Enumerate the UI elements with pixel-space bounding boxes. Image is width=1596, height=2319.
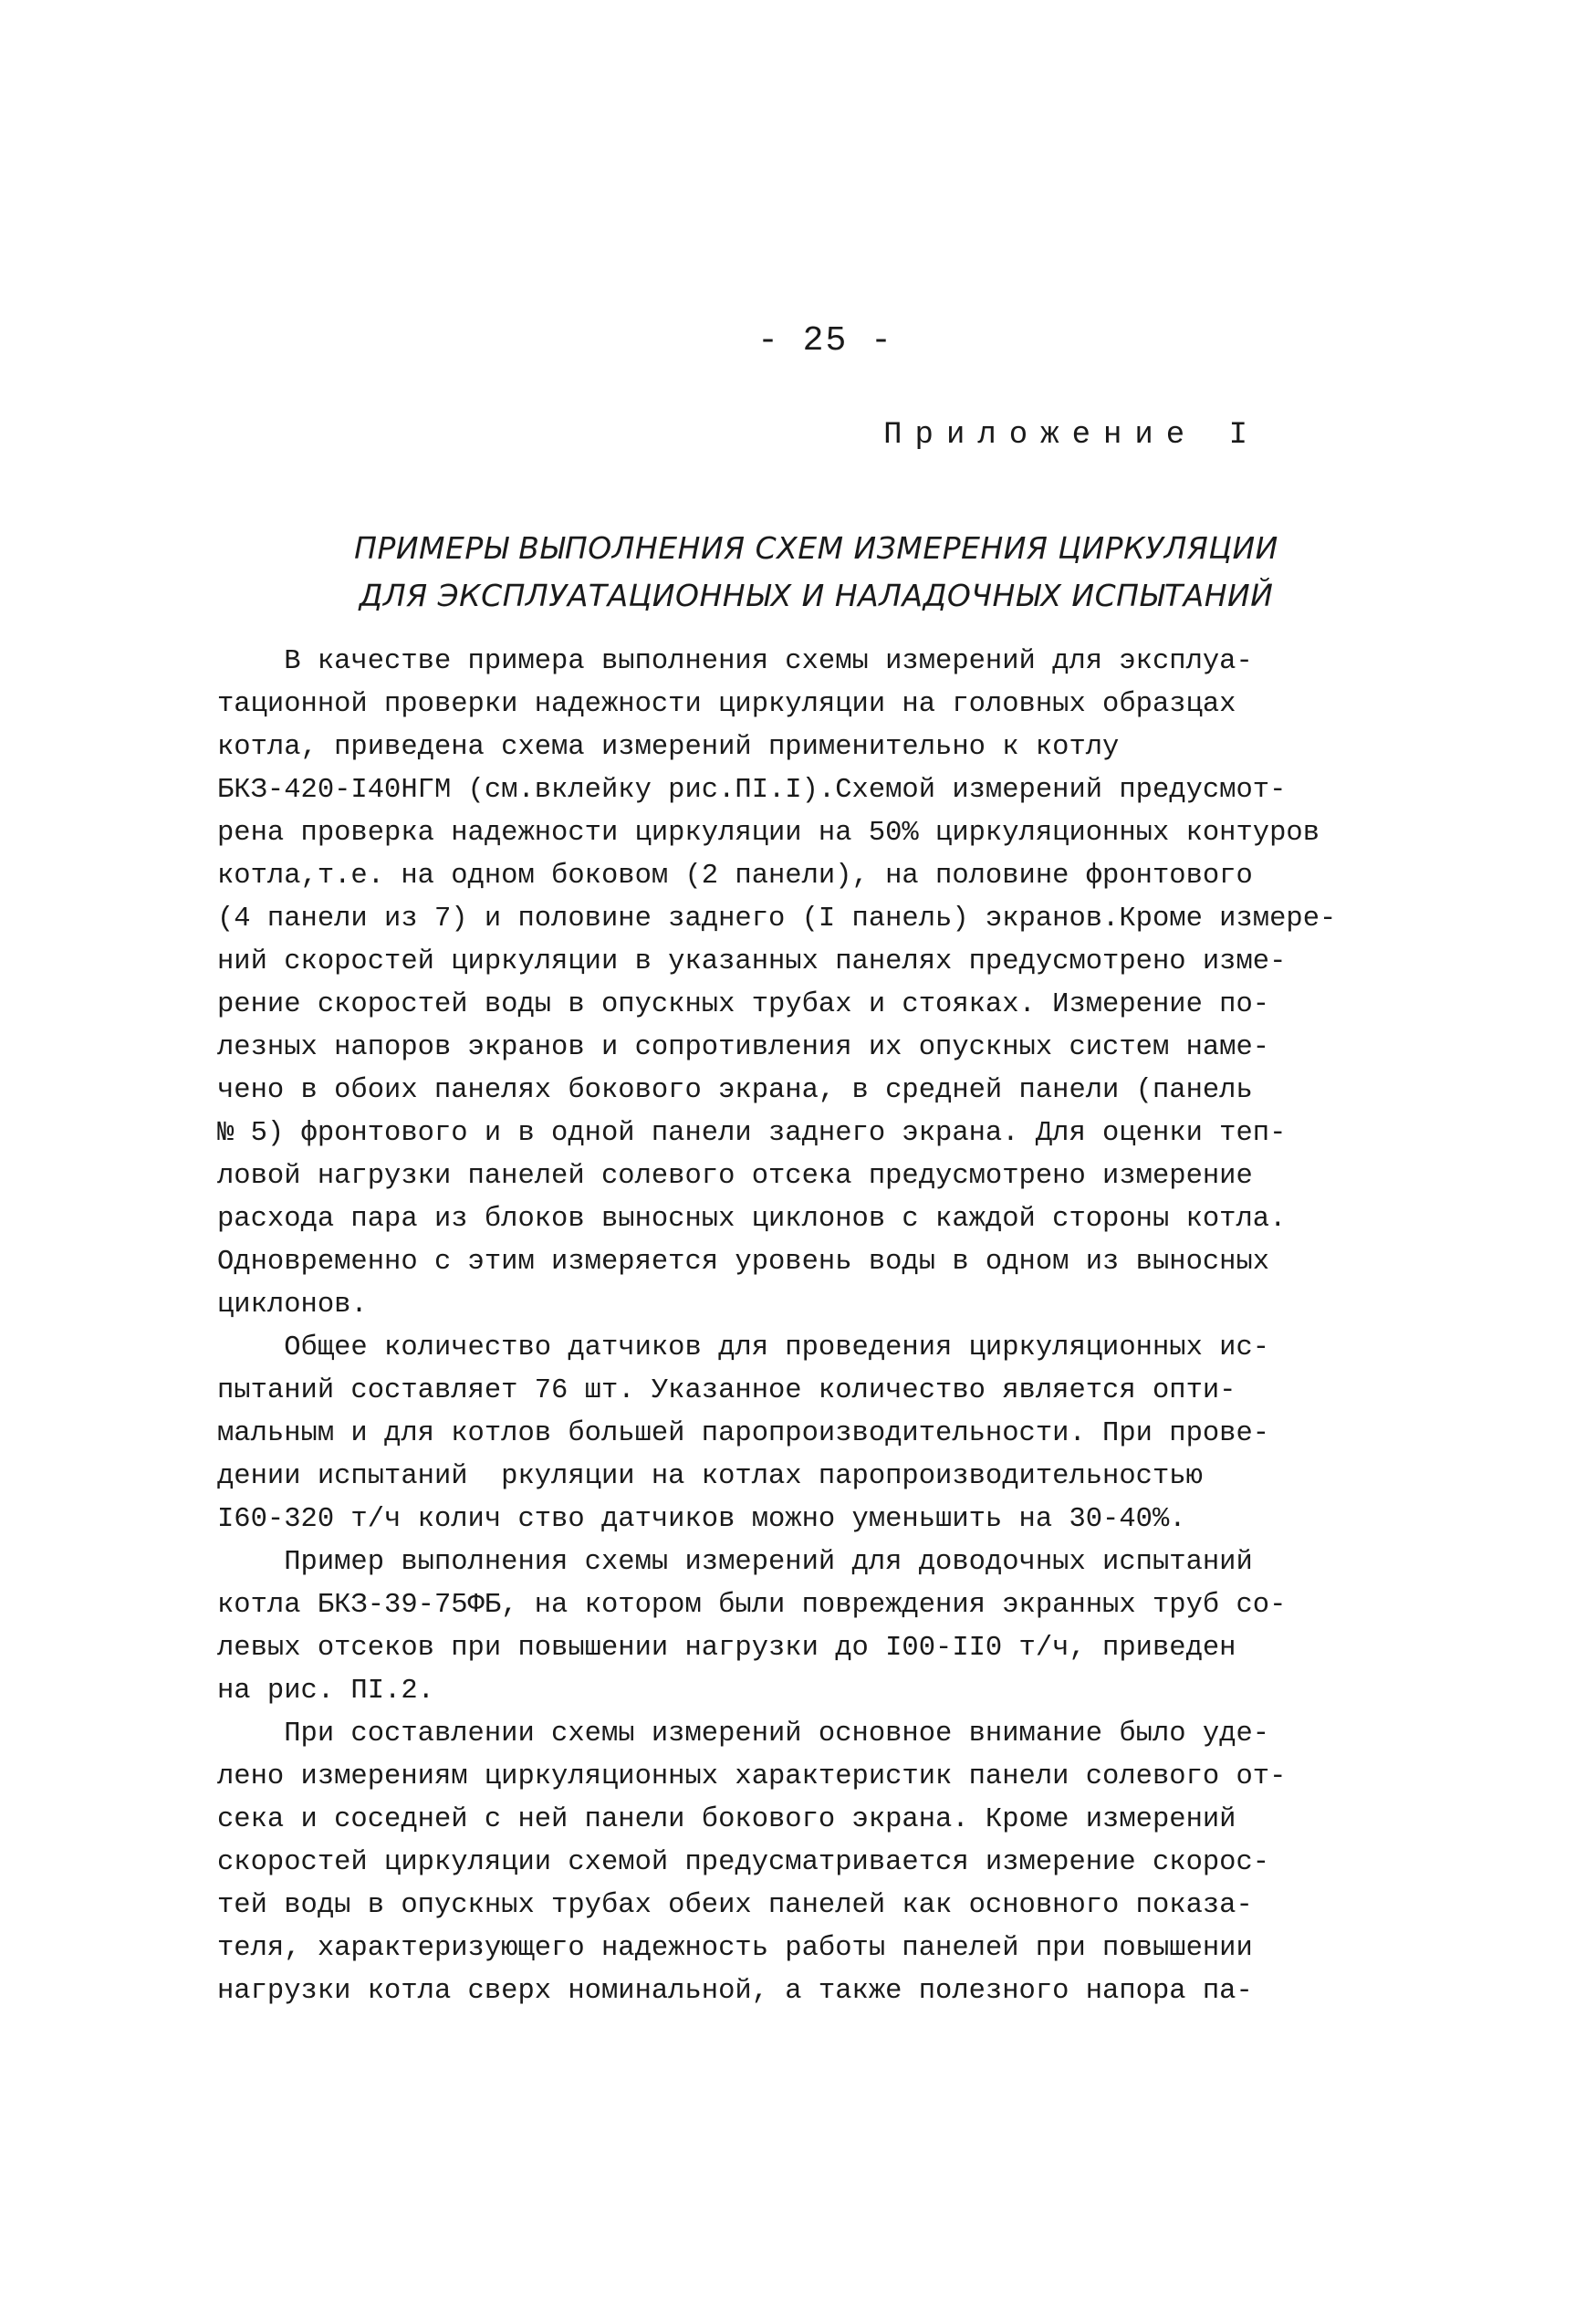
body-text [217,641,1340,2013]
paragraph [217,1327,1340,1541]
text-line: Общее количество датчиков для проведения циркуляционных ис- [217,1332,1270,1363]
text-line: котла БКЗ-39-75ФБ, на котором были повреждения экранных труб со- [217,1590,1287,1621]
text-line: дении испытаний ркуляции на котлах паропроизводительностью [217,1461,1203,1492]
text-line: (4 панели из 7) и половине заднего (I панель) экранов.Кроме измере- [217,904,1337,935]
text-line: теля, характеризующего надежность работы панелей при повышении [217,1933,1253,1964]
text-line: котла, приведена схема измерений применительно к котлу [217,732,1120,763]
title-line: ПРИМЕРЫ ВЫПОЛНЕНИЯ СХЕМ ИЗМЕРЕНИЯ ЦИРКУЛЯЦИИ [354,530,1278,566]
text-line: БКЗ-420-I40НГМ (см.вклейку рис.ПI.I).Схемой измерений предусмот- [217,775,1287,806]
text-line: расхода пара из блоков выносных циклонов с каждой стороны котла. [217,1204,1287,1235]
text-line: тей воды в опускных трубах обеих панелей как основного показа- [217,1890,1253,1921]
text-line: чено в обоих панелях бокового экрана, в средней панели (панель [217,1075,1253,1106]
text-line: рена проверка надежности циркуляции на 50% циркуляционных контуров [217,818,1320,849]
text-line: циклонов. [217,1290,368,1321]
text-line: ловой нагрузки панелей солевого отсека предусмотрено измерение [217,1161,1253,1192]
page-number: - 25 - [757,321,893,360]
text-line: мальным и для котлов большей паропроизводительности. При прове- [217,1418,1270,1449]
text-line: лено измерениям циркуляционных характеристик панели солевого от- [217,1761,1287,1792]
paragraph [217,1713,1340,2013]
text-line: тационной проверки надежности циркуляции на головных образцах [217,689,1236,720]
text-line: № 5) фронтового и в одной панели заднего экрана. Для оценки теп- [217,1118,1287,1149]
document-title [0,525,1596,620]
text-line: на рис. ПI.2. [217,1676,434,1707]
text-line: нагрузки котла сверх номинальной, а также полезного напора па- [217,1976,1253,2007]
text-line: Одновременно с этим измеряется уровень воды в одном из выносных [217,1247,1270,1278]
text-line: В качестве примера выполнения схемы измерений для эксплуа- [217,646,1253,677]
paragraph [217,641,1340,1327]
appendix-label: Приложение I [883,418,1260,453]
text-line: сека и соседней с ней панели бокового экрана. Кроме измерений [217,1804,1236,1835]
text-line: Пример выполнения схемы измерений для доводочных испытаний [217,1547,1253,1578]
title-line: ДЛЯ ЭКСПЛУАТАЦИОННЫХ И НАЛАДОЧНЫХ ИСПЫТАНИЙ [359,578,1274,613]
text-line: котла,т.е. на одном боковом (2 панели), на половине фронтового [217,861,1253,892]
text-line: левых отсеков при повышении нагрузки до I00-II0 т/ч, приведен [217,1633,1236,1664]
text-line: I60-320 т/ч колич ство датчиков можно уменьшить на 30-40%. [217,1504,1186,1535]
text-line: скоростей циркуляции схемой предусматривается измерение скорос- [217,1847,1270,1878]
text-line: рение скоростей воды в опускных трубах и стояках. Измерение по- [217,989,1270,1020]
text-line: ний скоростей циркуляции в указанных панелях предусмотрено изме- [217,946,1287,977]
paragraph [217,1541,1340,1713]
text-line: При составлении схемы измерений основное внимание было уде- [217,1718,1270,1750]
text-line: пытаний составляет 76 шт. Указанное количество является опти- [217,1375,1236,1406]
text-line: лезных напоров экранов и сопротивления их опускных систем наме- [217,1032,1270,1063]
